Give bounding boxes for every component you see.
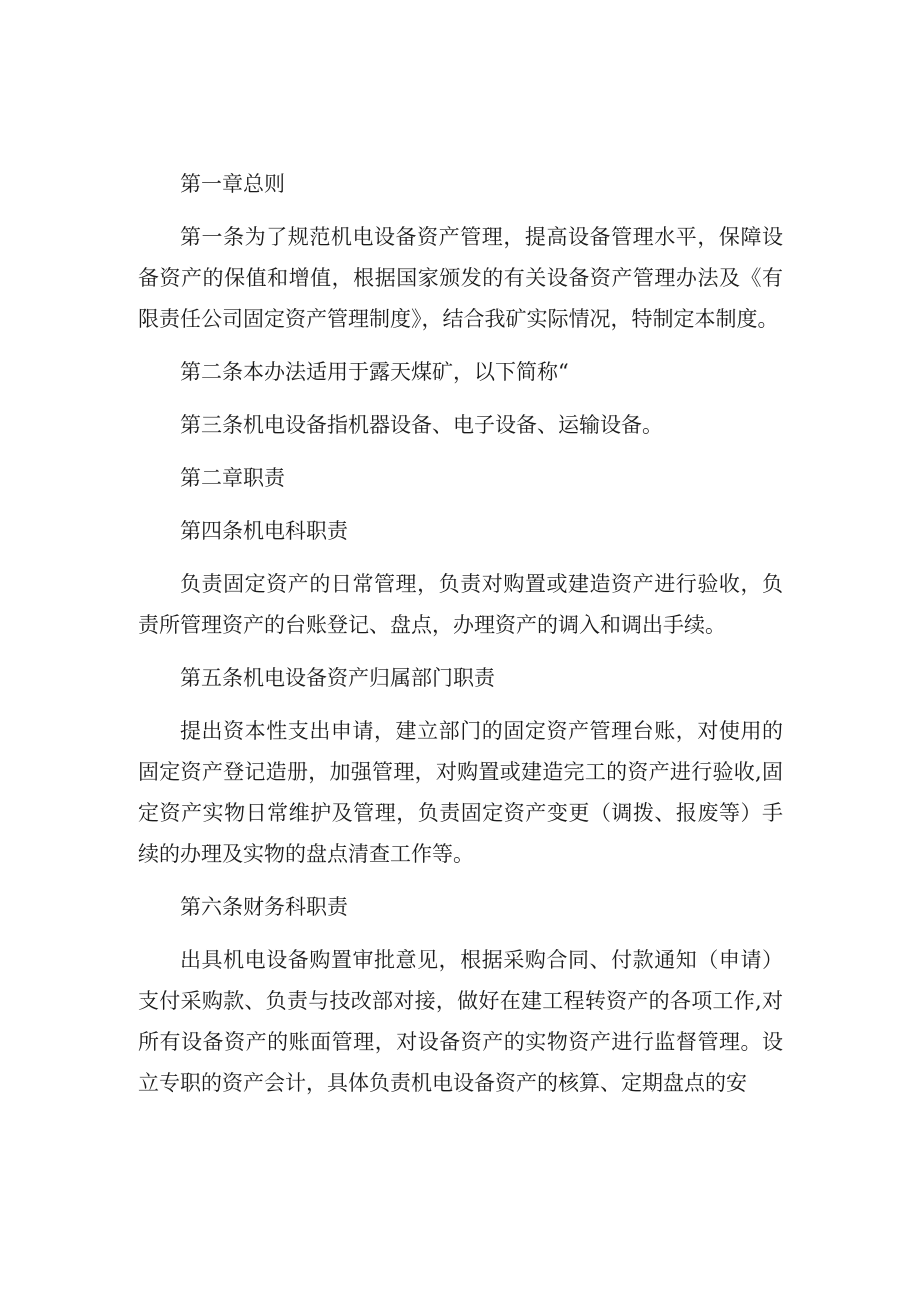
- article-heading: 第五条机电设备资产归属部门职责: [180, 666, 495, 690]
- body-paragraph: 提出资本性支出申请，建立部门的固定资产管理台账，对使用的固定资产登记造册，加强管理，对购置或建造完工的资产进行验收,固定资产实物日常维护及管理，负责固定资产变更（调拨、报废等）手续的办理及实物的盘点清查工作等。: [138, 719, 783, 866]
- body-paragraph: 出具机电设备购置审批意见，根据采购合同、付款通知（申请）支付采购款、负责与技改部对接，做好在建工程转资产的各项工作,对所有设备资产的账面管理，对设备资产的实物资产进行监督管理。设立专职的资产会计，具体负责机电设备资产的核算、定期盘点的安: [138, 948, 783, 1095]
- article-paragraph: 第一条为了规范机电设备资产管理，提高设备管理水平，保障设备资产的保值和增值，根据国家颁发的有关设备资产管理办法及《有限责任公司固定资产管理制度》，结合我矿实际情况，特制定本制度。: [138, 225, 783, 331]
- body-paragraph: 负责固定资产的日常管理，负责对购置或建造资产进行验收，负责所管理资产的台账登记、盘点，办理资产的调入和调出手续。: [138, 572, 783, 637]
- article-heading: 第四条机电科职责: [180, 519, 348, 543]
- chapter-heading: 第二章职责: [180, 466, 285, 490]
- article-heading: 第六条财务科职责: [180, 895, 348, 919]
- article-paragraph: 第三条机电设备指机器设备、电子设备、运输设备。: [180, 413, 663, 437]
- chapter-heading: 第一章总则: [180, 172, 285, 196]
- document-body: [138, 164, 783, 1116]
- article-paragraph: 第二条本办法适用于露天煤矿，以下简称“: [180, 360, 569, 384]
